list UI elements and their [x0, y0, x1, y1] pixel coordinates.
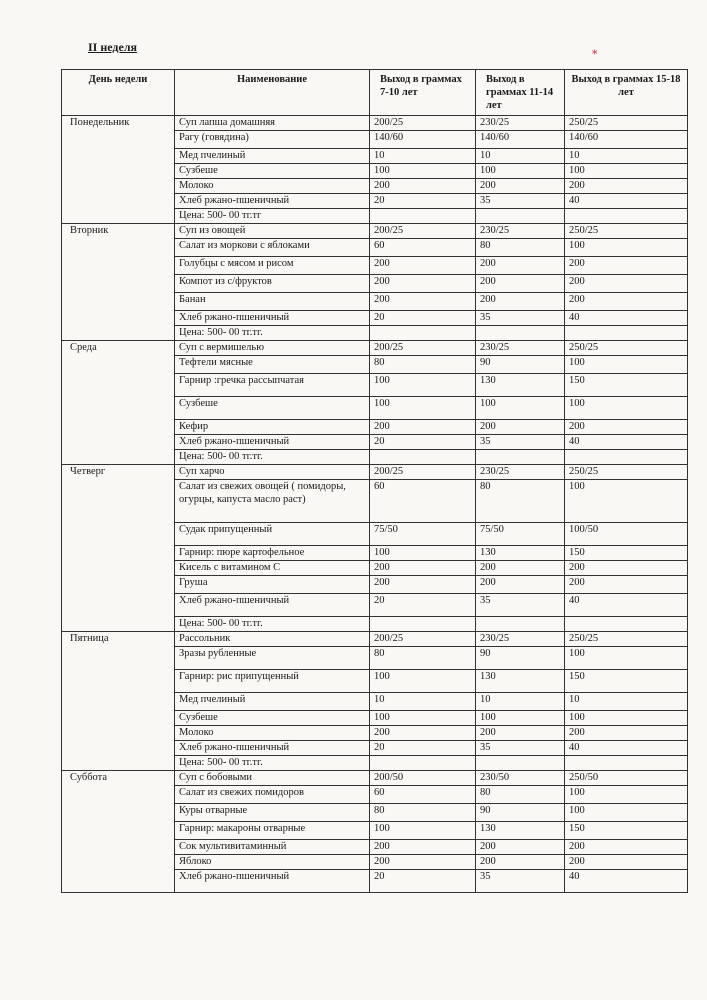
dish-name-cell: Цена: 500- 00 тг.тг.: [175, 617, 370, 632]
portion-7-10-cell: 200/50: [370, 771, 476, 786]
portion-11-14-cell: 90: [476, 356, 565, 374]
header-name: Наименование: [175, 70, 370, 116]
portion-7-10-cell: 20: [370, 435, 476, 450]
portion-15-18-cell: 150: [565, 546, 688, 561]
portion-7-10-cell: 200: [370, 257, 476, 275]
page-title: II неделя: [88, 40, 138, 54]
portion-7-10-cell: [370, 617, 476, 632]
portion-11-14-cell: 200: [476, 179, 565, 194]
portion-7-10-cell: 200/25: [370, 341, 476, 356]
portion-15-18-cell: 150: [565, 374, 688, 397]
table-row: [62, 224, 688, 239]
portion-7-10-cell: 80: [370, 356, 476, 374]
portion-7-10-cell: 200/25: [370, 116, 476, 131]
portion-15-18-cell: 100: [565, 397, 688, 420]
portion-11-14-cell: 10: [476, 693, 565, 711]
portion-7-10-cell: 20: [370, 194, 476, 209]
portion-7-10-cell: [370, 326, 476, 341]
dish-name-cell: Хлеб ржано-пшеничный: [175, 741, 370, 756]
portion-7-10-cell: 100: [370, 397, 476, 420]
portion-11-14-cell: 130: [476, 546, 565, 561]
portion-15-18-cell: 200: [565, 420, 688, 435]
dish-name-cell: Голубцы с мясом и рисом: [175, 257, 370, 275]
header-age-11-14: Выход в граммах 11-14 лет: [476, 70, 565, 116]
dish-name-cell: Гарнир :гречка рассыпчатая: [175, 374, 370, 397]
portion-7-10-cell: 10: [370, 693, 476, 711]
portion-7-10-cell: 200: [370, 855, 476, 870]
header-age-15-18: Выход в граммах 15-18 лет: [565, 70, 688, 116]
dish-name-cell: Мед пчелиный: [175, 693, 370, 711]
portion-15-18-cell: 40: [565, 741, 688, 756]
portion-11-14-cell: 230/25: [476, 224, 565, 239]
portion-15-18-cell: [565, 756, 688, 771]
table-row: [62, 465, 688, 480]
portion-11-14-cell: 230/25: [476, 632, 565, 647]
portion-11-14-cell: 140/60: [476, 131, 565, 149]
portion-11-14-cell: 130: [476, 670, 565, 693]
portion-11-14-cell: 90: [476, 804, 565, 822]
portion-11-14-cell: 35: [476, 594, 565, 617]
portion-11-14-cell: 200: [476, 420, 565, 435]
portion-15-18-cell: 200: [565, 179, 688, 194]
portion-15-18-cell: 10: [565, 693, 688, 711]
day-cell: Среда: [62, 341, 175, 465]
dish-name-cell: Сузбеше: [175, 164, 370, 179]
portion-11-14-cell: 200: [476, 576, 565, 594]
portion-15-18-cell: 140/60: [565, 131, 688, 149]
portion-15-18-cell: 100: [565, 804, 688, 822]
dish-name-cell: Суп лапша домашняя: [175, 116, 370, 131]
portion-7-10-cell: 200/25: [370, 632, 476, 647]
portion-15-18-cell: 40: [565, 311, 688, 326]
ink-mark-icon: ⁎: [592, 45, 598, 57]
dish-name-cell: Салат из свежих овощей ( помидоры, огурцы, капуста масло раст): [175, 480, 370, 523]
dish-name-cell: Куры отварные: [175, 804, 370, 822]
menu-table: [61, 69, 688, 893]
dish-name-cell: Сузбеше: [175, 711, 370, 726]
dish-name-cell: Зразы рубленные: [175, 647, 370, 670]
portion-11-14-cell: 80: [476, 786, 565, 804]
portion-11-14-cell: 100: [476, 397, 565, 420]
portion-15-18-cell: 100: [565, 164, 688, 179]
portion-15-18-cell: 200: [565, 576, 688, 594]
portion-15-18-cell: 250/50: [565, 771, 688, 786]
portion-15-18-cell: 100/50: [565, 523, 688, 546]
portion-15-18-cell: 250/25: [565, 465, 688, 480]
portion-15-18-cell: [565, 326, 688, 341]
portion-15-18-cell: 200: [565, 293, 688, 311]
portion-15-18-cell: 100: [565, 786, 688, 804]
header-age-7-10: Выход в граммах 7-10 лет: [370, 70, 476, 116]
portion-11-14-cell: 35: [476, 435, 565, 450]
portion-7-10-cell: 20: [370, 870, 476, 893]
dish-name-cell: Груша: [175, 576, 370, 594]
portion-7-10-cell: 200: [370, 275, 476, 293]
portion-7-10-cell: 200: [370, 179, 476, 194]
portion-11-14-cell: 80: [476, 480, 565, 523]
portion-15-18-cell: 40: [565, 870, 688, 893]
portion-7-10-cell: 200: [370, 840, 476, 855]
dish-name-cell: Цена: 500- 00 тг.тг.: [175, 326, 370, 341]
dish-name-cell: Банан: [175, 293, 370, 311]
portion-7-10-cell: 200: [370, 420, 476, 435]
dish-name-cell: Компот из с/фруктов: [175, 275, 370, 293]
portion-15-18-cell: 40: [565, 594, 688, 617]
table-row: [62, 632, 688, 647]
portion-11-14-cell: 130: [476, 374, 565, 397]
portion-7-10-cell: 20: [370, 741, 476, 756]
portion-11-14-cell: 230/25: [476, 341, 565, 356]
portion-7-10-cell: 100: [370, 822, 476, 840]
portion-11-14-cell: 230/50: [476, 771, 565, 786]
dish-name-cell: Хлеб ржано-пшеничный: [175, 594, 370, 617]
dish-name-cell: Гарнир: макароны отварные: [175, 822, 370, 840]
table-row: [62, 116, 688, 131]
portion-11-14-cell: 130: [476, 822, 565, 840]
dish-name-cell: Судак припущенный: [175, 523, 370, 546]
dish-name-cell: Молоко: [175, 179, 370, 194]
portion-7-10-cell: 200/25: [370, 465, 476, 480]
portion-15-18-cell: 250/25: [565, 116, 688, 131]
portion-7-10-cell: 200: [370, 576, 476, 594]
dish-name-cell: Хлеб ржано-пшеничный: [175, 311, 370, 326]
portion-7-10-cell: 100: [370, 164, 476, 179]
header-row: [62, 70, 688, 116]
portion-7-10-cell: 75/50: [370, 523, 476, 546]
portion-7-10-cell: 140/60: [370, 131, 476, 149]
portion-11-14-cell: [476, 617, 565, 632]
portion-15-18-cell: 10: [565, 149, 688, 164]
portion-7-10-cell: 20: [370, 311, 476, 326]
dish-name-cell: Цена: 500- 00 тг.тг: [175, 209, 370, 224]
portion-7-10-cell: 60: [370, 480, 476, 523]
dish-name-cell: Кефир: [175, 420, 370, 435]
portion-7-10-cell: 10: [370, 149, 476, 164]
portion-7-10-cell: 100: [370, 670, 476, 693]
portion-15-18-cell: 150: [565, 822, 688, 840]
day-cell: Четверг: [62, 465, 175, 632]
portion-11-14-cell: 200: [476, 855, 565, 870]
portion-7-10-cell: [370, 209, 476, 224]
day-cell: Пятница: [62, 632, 175, 771]
dish-name-cell: Цена: 500- 00 тг.тг.: [175, 450, 370, 465]
portion-15-18-cell: 40: [565, 194, 688, 209]
dish-name-cell: Хлеб ржано-пшеничный: [175, 435, 370, 450]
portion-11-14-cell: 80: [476, 239, 565, 257]
day-cell: Вторник: [62, 224, 175, 341]
portion-11-14-cell: 230/25: [476, 465, 565, 480]
portion-11-14-cell: 35: [476, 870, 565, 893]
portion-15-18-cell: [565, 450, 688, 465]
portion-7-10-cell: 60: [370, 786, 476, 804]
dish-name-cell: Цена: 500- 00 тг.тг.: [175, 756, 370, 771]
dish-name-cell: Мед пчелиный: [175, 149, 370, 164]
portion-15-18-cell: 150: [565, 670, 688, 693]
portion-15-18-cell: [565, 209, 688, 224]
dish-name-cell: Хлеб ржано-пшеничный: [175, 870, 370, 893]
portion-11-14-cell: 200: [476, 293, 565, 311]
day-cell: Суббота: [62, 771, 175, 893]
portion-15-18-cell: 250/25: [565, 341, 688, 356]
portion-7-10-cell: 200: [370, 726, 476, 741]
dish-name-cell: Кисель с витамином С: [175, 561, 370, 576]
portion-11-14-cell: [476, 450, 565, 465]
portion-15-18-cell: 100: [565, 356, 688, 374]
portion-11-14-cell: 10: [476, 149, 565, 164]
portion-7-10-cell: [370, 756, 476, 771]
dish-name-cell: Суп с вермишелью: [175, 341, 370, 356]
portion-11-14-cell: 35: [476, 741, 565, 756]
portion-15-18-cell: 200: [565, 726, 688, 741]
portion-7-10-cell: 100: [370, 546, 476, 561]
portion-11-14-cell: 100: [476, 711, 565, 726]
portion-7-10-cell: 80: [370, 804, 476, 822]
dish-name-cell: Салат из моркови с яблоками: [175, 239, 370, 257]
portion-11-14-cell: 35: [476, 194, 565, 209]
menu-body: [62, 116, 688, 893]
portion-11-14-cell: [476, 326, 565, 341]
portion-7-10-cell: 100: [370, 374, 476, 397]
day-cell: Понедельник: [62, 116, 175, 224]
portion-15-18-cell: 100: [565, 647, 688, 670]
portion-11-14-cell: 200: [476, 275, 565, 293]
portion-15-18-cell: 200: [565, 840, 688, 855]
portion-7-10-cell: 200: [370, 561, 476, 576]
portion-7-10-cell: 60: [370, 239, 476, 257]
portion-15-18-cell: 200: [565, 257, 688, 275]
portion-7-10-cell: 200: [370, 293, 476, 311]
portion-7-10-cell: 200/25: [370, 224, 476, 239]
portion-15-18-cell: 200: [565, 275, 688, 293]
portion-7-10-cell: [370, 450, 476, 465]
dish-name-cell: Суп с бобовыми: [175, 771, 370, 786]
dish-name-cell: Суп харчо: [175, 465, 370, 480]
portion-15-18-cell: 100: [565, 711, 688, 726]
portion-11-14-cell: 35: [476, 311, 565, 326]
portion-11-14-cell: 200: [476, 726, 565, 741]
dish-name-cell: Салат из свежих помидоров: [175, 786, 370, 804]
portion-15-18-cell: 200: [565, 855, 688, 870]
dish-name-cell: Хлеб ржано-пшеничный: [175, 194, 370, 209]
table-row: [62, 771, 688, 786]
portion-15-18-cell: 40: [565, 435, 688, 450]
dish-name-cell: Гарнир: рис припущенный: [175, 670, 370, 693]
portion-11-14-cell: 200: [476, 840, 565, 855]
portion-15-18-cell: [565, 617, 688, 632]
portion-11-14-cell: 230/25: [476, 116, 565, 131]
portion-15-18-cell: 250/25: [565, 224, 688, 239]
dish-name-cell: Гарнир: пюре картофельное: [175, 546, 370, 561]
portion-15-18-cell: 100: [565, 239, 688, 257]
portion-11-14-cell: 200: [476, 561, 565, 576]
portion-11-14-cell: [476, 756, 565, 771]
dish-name-cell: Рассольник: [175, 632, 370, 647]
portion-11-14-cell: [476, 209, 565, 224]
table-row: [62, 341, 688, 356]
portion-11-14-cell: 75/50: [476, 523, 565, 546]
header-day: День недели: [62, 70, 175, 116]
portion-11-14-cell: 200: [476, 257, 565, 275]
dish-name-cell: Рагу (говядина): [175, 131, 370, 149]
portion-11-14-cell: 100: [476, 164, 565, 179]
portion-7-10-cell: 80: [370, 647, 476, 670]
dish-name-cell: Тефтели мясные: [175, 356, 370, 374]
portion-7-10-cell: 100: [370, 711, 476, 726]
dish-name-cell: Молоко: [175, 726, 370, 741]
portion-15-18-cell: 100: [565, 480, 688, 523]
dish-name-cell: Сузбеше: [175, 397, 370, 420]
dish-name-cell: Сок мультивитаминный: [175, 840, 370, 855]
portion-7-10-cell: 20: [370, 594, 476, 617]
dish-name-cell: Суп из овощей: [175, 224, 370, 239]
portion-11-14-cell: 90: [476, 647, 565, 670]
dish-name-cell: Яблоко: [175, 855, 370, 870]
portion-15-18-cell: 250/25: [565, 632, 688, 647]
portion-15-18-cell: 200: [565, 561, 688, 576]
